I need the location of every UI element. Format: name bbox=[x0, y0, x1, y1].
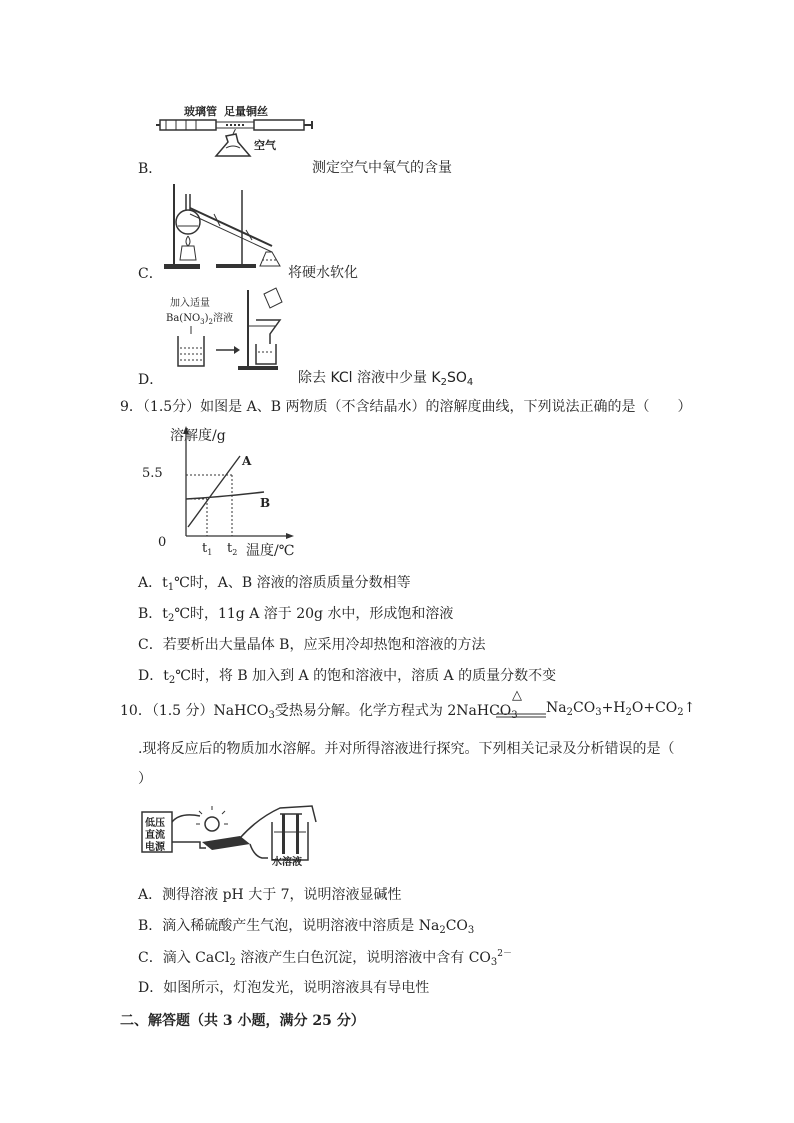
q9-option-a: A．$t_1℃$时，A、B 溶液的溶质质量分数相等 bbox=[138, 575, 411, 593]
q8-b-fig-label-copper: 足量铜丝 bbox=[224, 105, 268, 118]
q8-option-d-letter: D． bbox=[138, 372, 164, 388]
q8-option-c-letter: C． bbox=[138, 266, 163, 282]
q10-option-c: C．滴入 CaCl$_2$ 溶液产生白色沉淀，说明溶液中含有 $CO_3^{2-}$ bbox=[138, 949, 512, 968]
q9-option-d: D．$t_2℃$时，将 B 加入到 A 的饱和溶液中，溶质 A 的质量分数不变 bbox=[138, 668, 557, 686]
q9-ylabel: 溶解度/g bbox=[170, 428, 226, 444]
q10-equals-sign bbox=[496, 707, 546, 713]
q10-option-b: B．滴入稀硫酸产生气泡，说明溶液中溶质是 $Na_2CO_3$ bbox=[138, 918, 475, 936]
q10-fig-power-3: 电源 bbox=[145, 842, 165, 853]
q10-option-d: D．如图所示，灯泡发光，说明溶液具有导电性 bbox=[138, 980, 430, 996]
q8-d-figure bbox=[172, 286, 292, 372]
q10-stem-line1: 10．（1.5 分）NaHCO$_3$受热易分解。化学方程式为 2NaHCO$_3$ bbox=[120, 703, 518, 721]
q10-equation-products: $Na_2CO_3+H_2O+CO_2↑$ bbox=[546, 700, 696, 718]
q8-c-figure bbox=[160, 180, 290, 272]
q9-ytick-5.5: 5.5 bbox=[142, 466, 163, 481]
q9-tick-t2: $t_2$ bbox=[227, 541, 238, 557]
q10-stem-line3: ） bbox=[138, 771, 152, 787]
q10-fig-power-1: 低压 bbox=[145, 818, 165, 829]
q10-option-a: A．测得溶液 pH 大于 7，说明溶液显碱性 bbox=[138, 887, 402, 903]
q9-curve-b bbox=[186, 492, 264, 499]
q10-stem-line2: .现将反应后的物质加水溶解。并对所得溶液进行探究。下列相关记录及分析错误的是（ bbox=[138, 741, 675, 757]
q9-option-c: C．若要析出大量晶体 B，应采用冷却热饱和溶液的方法 bbox=[138, 637, 486, 653]
q9-tick-t1: $t_1$ bbox=[202, 541, 213, 557]
q8-b-fig-label-air: 空气 bbox=[254, 139, 276, 152]
q9-stem: 9．（1.5分）如图是 A、B 两物质（不含结晶水）的溶解度曲线，下列说法正确的是（ ） bbox=[120, 399, 692, 415]
section-title: 二、解答题（共 3 小题，满分 25 分） bbox=[120, 1013, 365, 1029]
q9-option-b: B．$t_2℃$时，11g A 溶于 20g 水中，形成饱和溶液 bbox=[138, 606, 454, 624]
q9-label-a: A bbox=[242, 454, 252, 468]
q10-circuit-figure bbox=[140, 802, 320, 866]
q9-xlabel: 温度/℃ bbox=[246, 543, 295, 559]
q10-delta: △ bbox=[512, 688, 522, 703]
q10-fig-solution-label: 水溶液 bbox=[272, 857, 302, 868]
q8-d-fig-reagent: $Ba(NO_3)_2$溶液 bbox=[166, 313, 234, 326]
q8-b-fig-label-glass: 玻璃管 bbox=[184, 105, 217, 118]
q9-origin: 0 bbox=[158, 535, 167, 550]
q8-option-b-label: 测定空气中氧气的含量 bbox=[312, 160, 452, 176]
q10-fig-power-2: 直流 bbox=[145, 830, 165, 841]
q9-solubility-chart bbox=[140, 424, 310, 558]
q8-option-b-letter: B． bbox=[138, 161, 163, 177]
q8-option-c-label: 将硬水软化 bbox=[288, 265, 358, 281]
q8-option-d-label: 除去 KCl 溶液中少量 $K_2SO_4$ bbox=[298, 370, 474, 388]
q8-d-fig-add: 加入适量 bbox=[170, 298, 210, 309]
q9-label-b: B bbox=[260, 496, 271, 510]
